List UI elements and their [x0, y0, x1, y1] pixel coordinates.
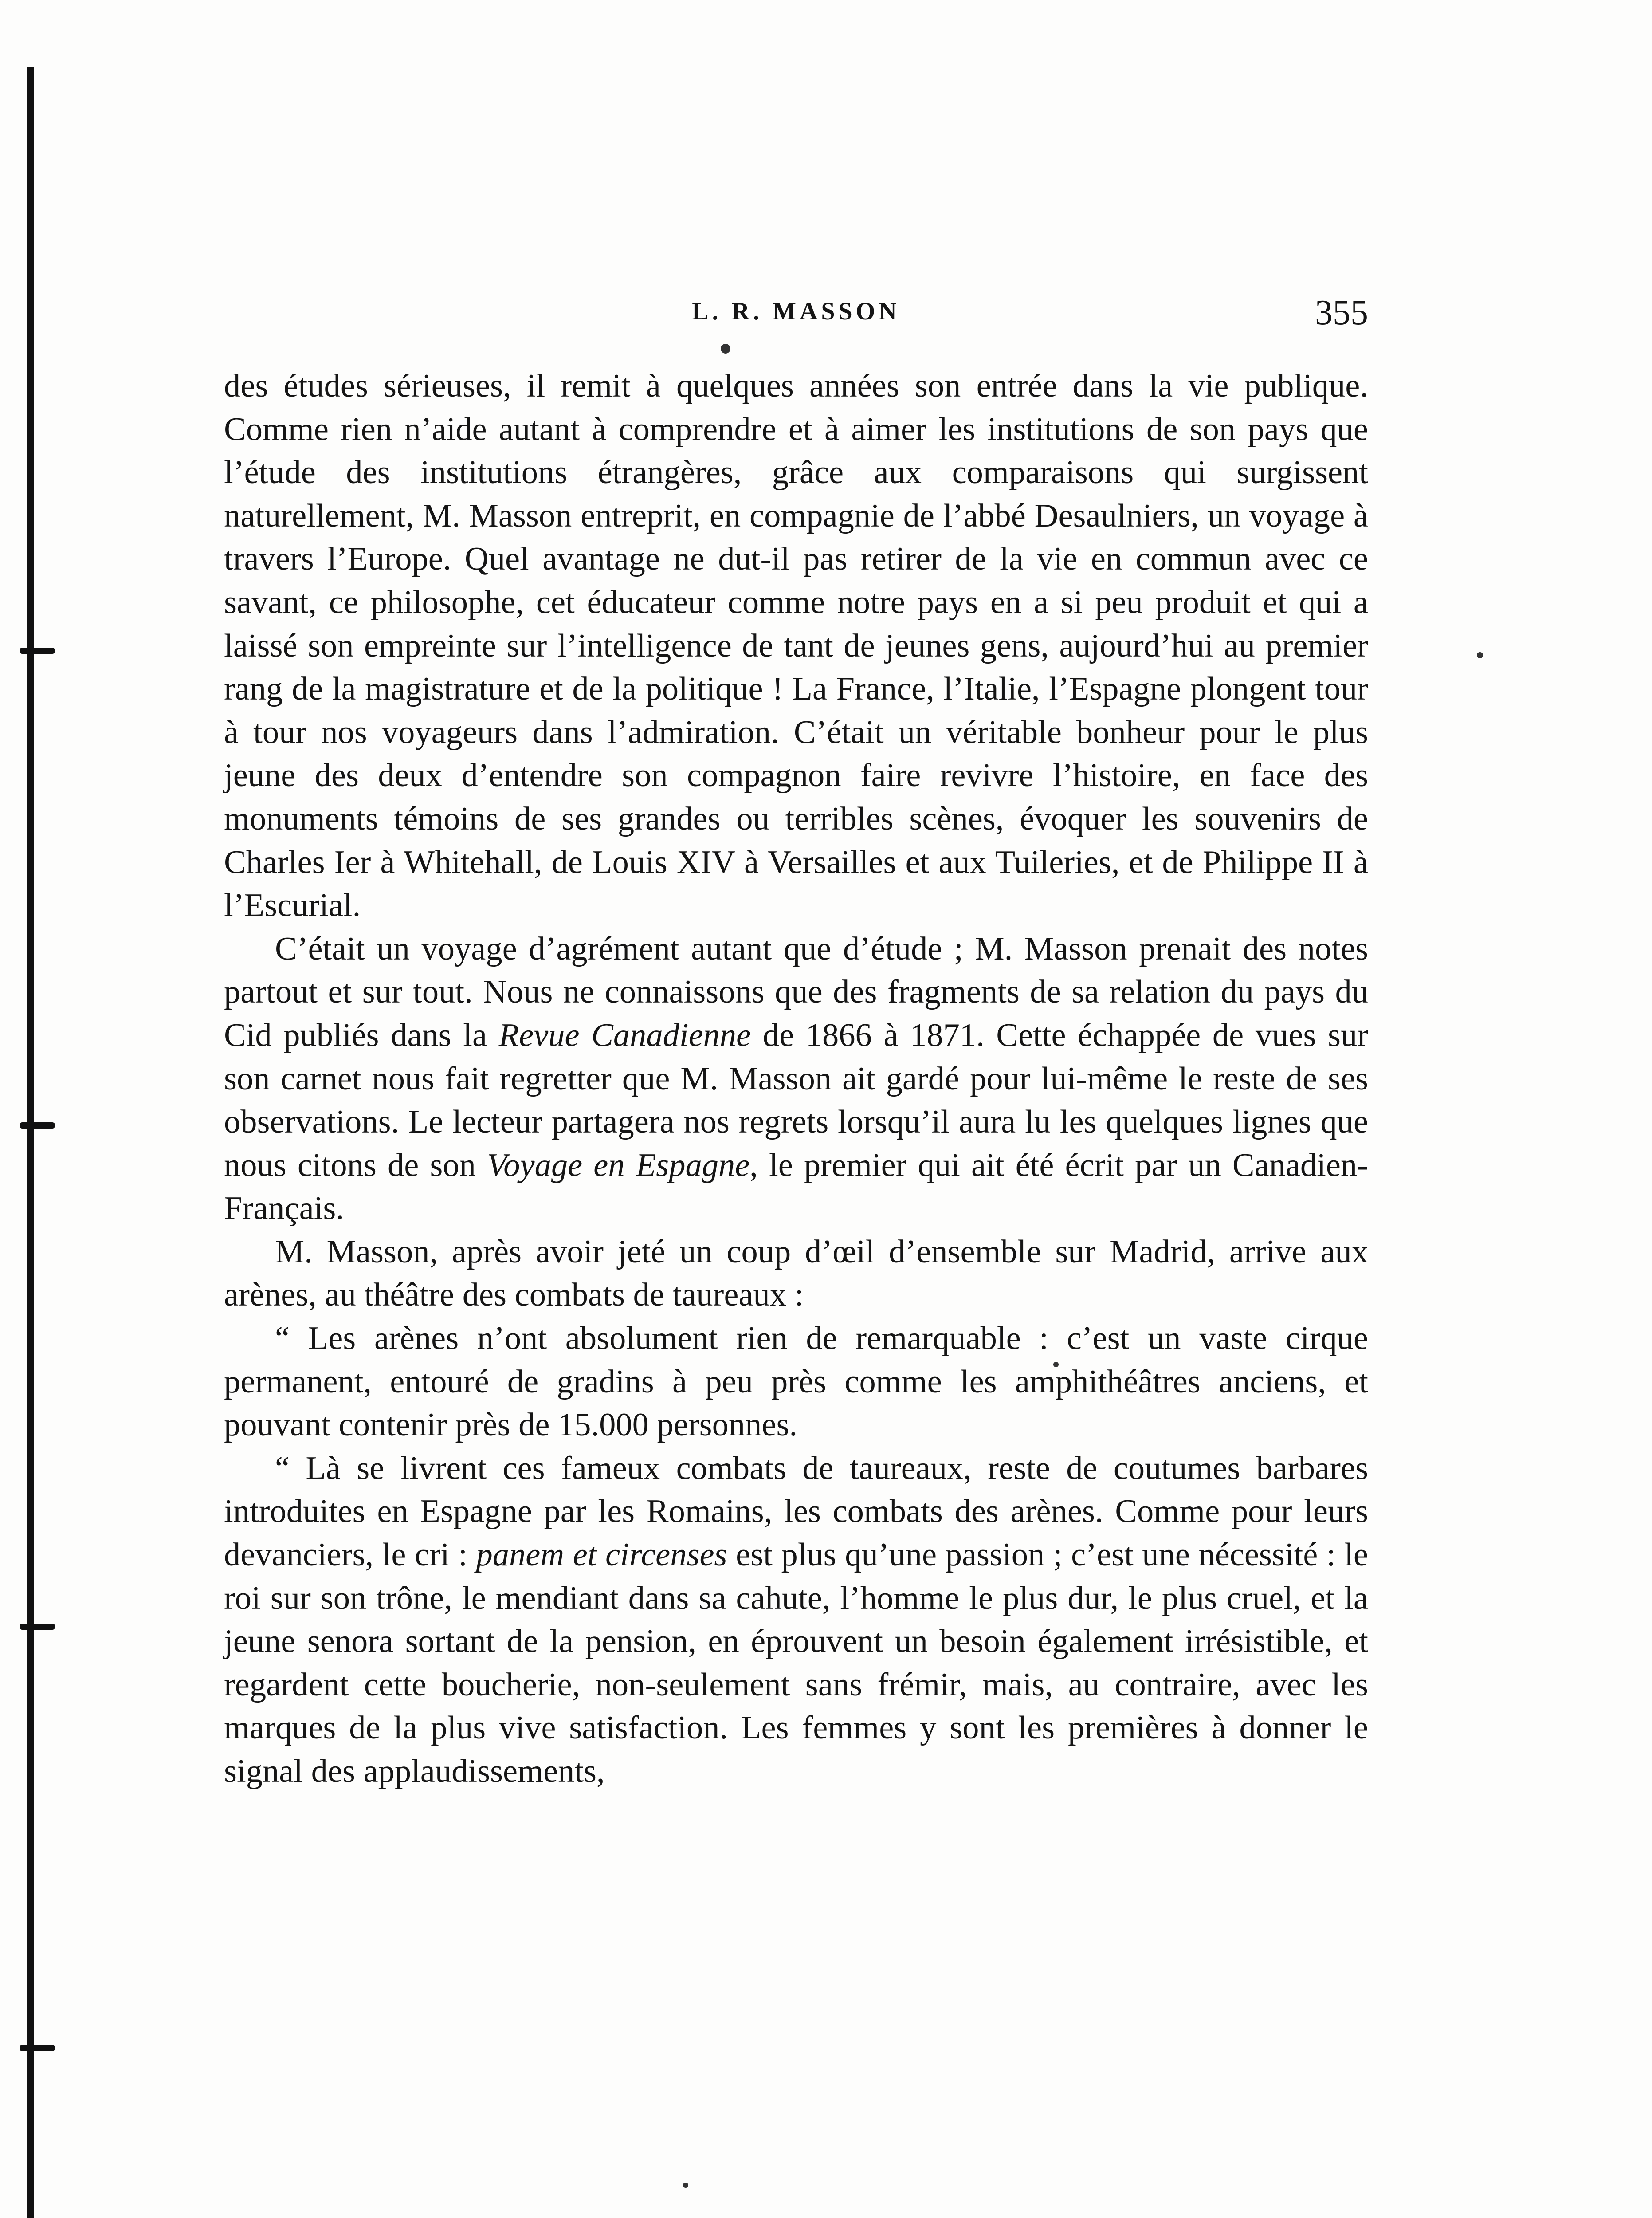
italic-title: Voyage en Espagne — [487, 1147, 750, 1184]
scan-speck — [1477, 652, 1483, 658]
quote-paragraph — [224, 1447, 1368, 1793]
running-head: L. R. MASSON — [692, 298, 900, 325]
text-run: M. Masson, après avoir jeté un coup d’œil d’ensemble sur Madrid, arrive aux arènes, au théâtre des combats de taureaux : — [224, 1233, 1368, 1313]
page-header — [224, 293, 1368, 342]
binding-edge — [27, 67, 34, 2218]
quote-paragraph — [224, 1317, 1368, 1447]
paragraph — [224, 1231, 1368, 1317]
text-run: “ Les arènes n’ont absolument rien de remarquable : c’est un vaste cirque permanent, entouré de gradins à peu près comme les amphithéâtres anciens, et pouvant contenir près de 15.000 personnes. — [224, 1320, 1368, 1443]
binding-mark — [20, 1624, 55, 1630]
scan-speck — [683, 2183, 688, 2188]
binding-mark — [20, 1122, 55, 1129]
paragraph — [224, 365, 1368, 928]
text-run: C’était un voyage d’agrément autant que d’étude ; M. Masson prenait des notes partout et sur tout. Nous ne connaissons que des fragments de sa relation du pays du Cid publiés dans la — [224, 930, 1368, 1054]
italic-title: panem et circenses — [476, 1537, 727, 1573]
binding-mark — [20, 648, 55, 654]
body-text — [224, 365, 1368, 1793]
scan-speck — [721, 344, 730, 354]
italic-title: Revue Canadienne — [498, 1017, 751, 1054]
text-run: est plus qu’une passion ; c’est une nécessité : le roi sur son trône, le mendiant dans sa cahute, l’homme le plus dur, le plus cruel, et la jeune senora sortant de la pension, en éprouvent un besoin également irrésistible, et regardent cette boucherie, non-seulement sans frémir, mais, au contraire, avec les marques de la plus vive satisfaction. Les femmes y sont les premières à donner le signal des applaudissements, — [224, 1537, 1368, 1789]
text-run: “ Là se livrent ces fameux combats de taureaux, reste de coutumes barbares introduites en Espagne par les Romains, les combats des arènes. Comme pour leurs devanciers, le cri : — [224, 1450, 1368, 1573]
text-run: de 1866 à 1871. Cette échappée de vues sur son carnet nous fait regretter que M. Masson ait gardé pour lui-même le reste de ses observations. Le lecteur partagera nos regrets lorsqu’il aura lu les quelques lignes que nous citons de son — [224, 1017, 1368, 1184]
paragraph — [224, 928, 1368, 1231]
binding-mark — [20, 2045, 55, 2051]
page-number: 355 — [1315, 293, 1368, 332]
text-run: des études sérieuses, il remit à quelques années son entrée dans la vie publique. Comme rien n’aide autant à comprendre et à aimer les institutions de son pays que l’étude des institutions étrangères, grâce aux comparaisons qui surgissent naturellement, M. Masson entreprit, en compagnie de l’abbé Desaulniers, un voyage à travers l’Europe. Quel avantage ne dut-il pas retirer de la vie en commun avec ce savant, ce philosophe, cet éducateur comme notre pays en a si peu produit et qui a laissé son empreinte sur l’intelligence de tant de jeunes gens, aujourd’hui au premier rang de la magistrature et de la politique ! La France, l’Italie, l’Espagne plongent tour à tour nos voyageurs dans l’admiration. C’était un véritable bonheur pour le plus jeune des deux d’entendre son compagnon faire revivre l’histoire, en face des monuments témoins de ses grandes ou terribles scènes, évoquer les souvenirs de Charles Ier à Whitehall, de Louis XIV à Versailles et aux Tuileries, et de Philippe II à l’Escurial. — [224, 368, 1368, 924]
text-run: , le premier qui ait été écrit par un Canadien-Français. — [224, 1147, 1368, 1227]
